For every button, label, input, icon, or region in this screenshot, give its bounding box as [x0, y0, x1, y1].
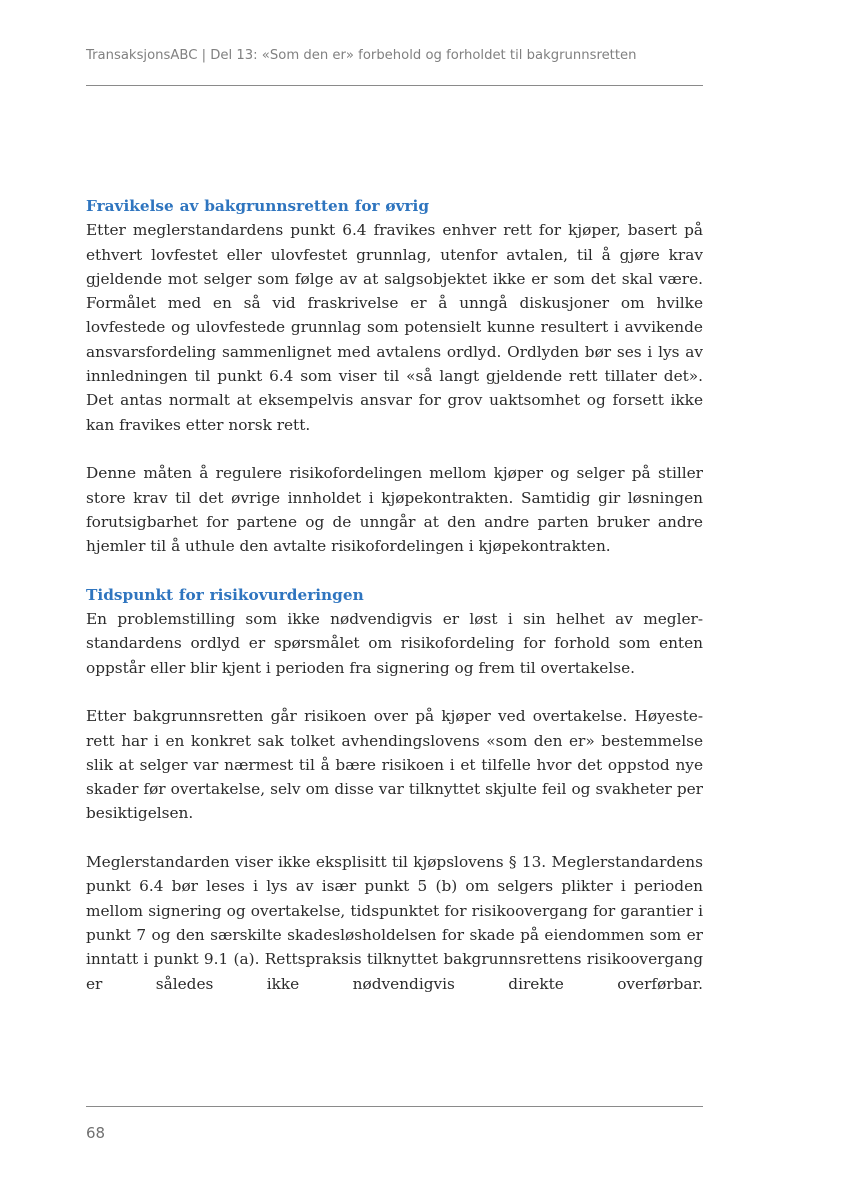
- header-divider: [86, 85, 703, 86]
- section-fravikelse: [86, 194, 703, 558]
- section-tidspunkt: [86, 583, 703, 996]
- paragraph: Etter bakgrunnsretten går risikoen over på kjøper ved overtakelse. Høyesterett har i en konkret sak tolket avhendingslovens «som den er» bestemmelse slik at selger var nærmest til å bære risikoen i et tilfelle hvor det oppstod nye skader før overtakelse, selv om disse var tilknyttet skjulte feil og svakheter per besiktigelsen.: [86, 707, 703, 823]
- paragraph: Etter meglerstandardens punkt 6.4 fravikes enhver rett for kjøper, basert på ethvert lovfestet eller ulovfestet grunnlag, utenfor avtalen, til å gjøre krav gjeldende mot selger som følge av at salgsobjektet ikke er som det skal være. Formålet med en så vid fraskrivelse er å unngå diskusjoner om hvilke lovfestede og ulovfestede grunnlag som potensielt kunne resultert i avvikende ansvarsfordeling sammenlignet med avtalens ordlyd. Ordlyden bør ses i lys av innledningen til punkt 6.4 som viser til «så langt gjeldende rett tillater det». Det antas normalt at eksempelvis ansvar for grov uaktsomhet og forsett ikke kan fravikes etter norsk rett.: [86, 221, 703, 434]
- section-heading: Fravikelse av bakgrunnsretten for øvrig: [86, 197, 430, 215]
- paragraph: Denne måten å regulere risikofordelingen mellom kjøper og selger på stiller store krav til det øvrige innholdet i kjøpekontrakten. Samtidig gir løsningen forutsigbarhet for partene og de unngår at den andre parten bruker andre hjemler til å uthule den avtalte risikofordelingen i kjøpekontrakten.: [86, 464, 703, 556]
- section-heading: Tidspunkt for risikovurderingen: [86, 585, 364, 604]
- page-number: 68: [86, 1124, 106, 1142]
- paragraph: En problemstilling som ikke nødvendigvis er løst i sin helhet av meglerstandardens ordlyd er spørsmålet om risikofordeling for forhold som enten oppstår eller blir kjent i perioden fra signering og frem til overtakelse.: [86, 610, 703, 677]
- paragraph: Meglerstandarden viser ikke eksplisitt til kjøpslovens § 13. Meglerstandardens punkt 6.4 bør leses i lys av især punkt 5 (b) om selgers plikter i perioden mellom signering og overtakelse, tidspunktet for risikoovergang for garantier i punkt 7 og den særskilte skadesløsholdelsen for skade på eiendommen som er inntatt i punkt 9.1 (a). Rettspraksis tilknyttet bakgrunnsrettens risikoovergang er således ikke nødvendigvis direkte overførbar.: [86, 853, 703, 993]
- main-content: [86, 194, 703, 996]
- footer-divider: [86, 1106, 703, 1107]
- running-header: TransaksjonsABC | Del 13: «Som den er» forbehold og forholdet til bakgrunnsretten: [86, 48, 637, 63]
